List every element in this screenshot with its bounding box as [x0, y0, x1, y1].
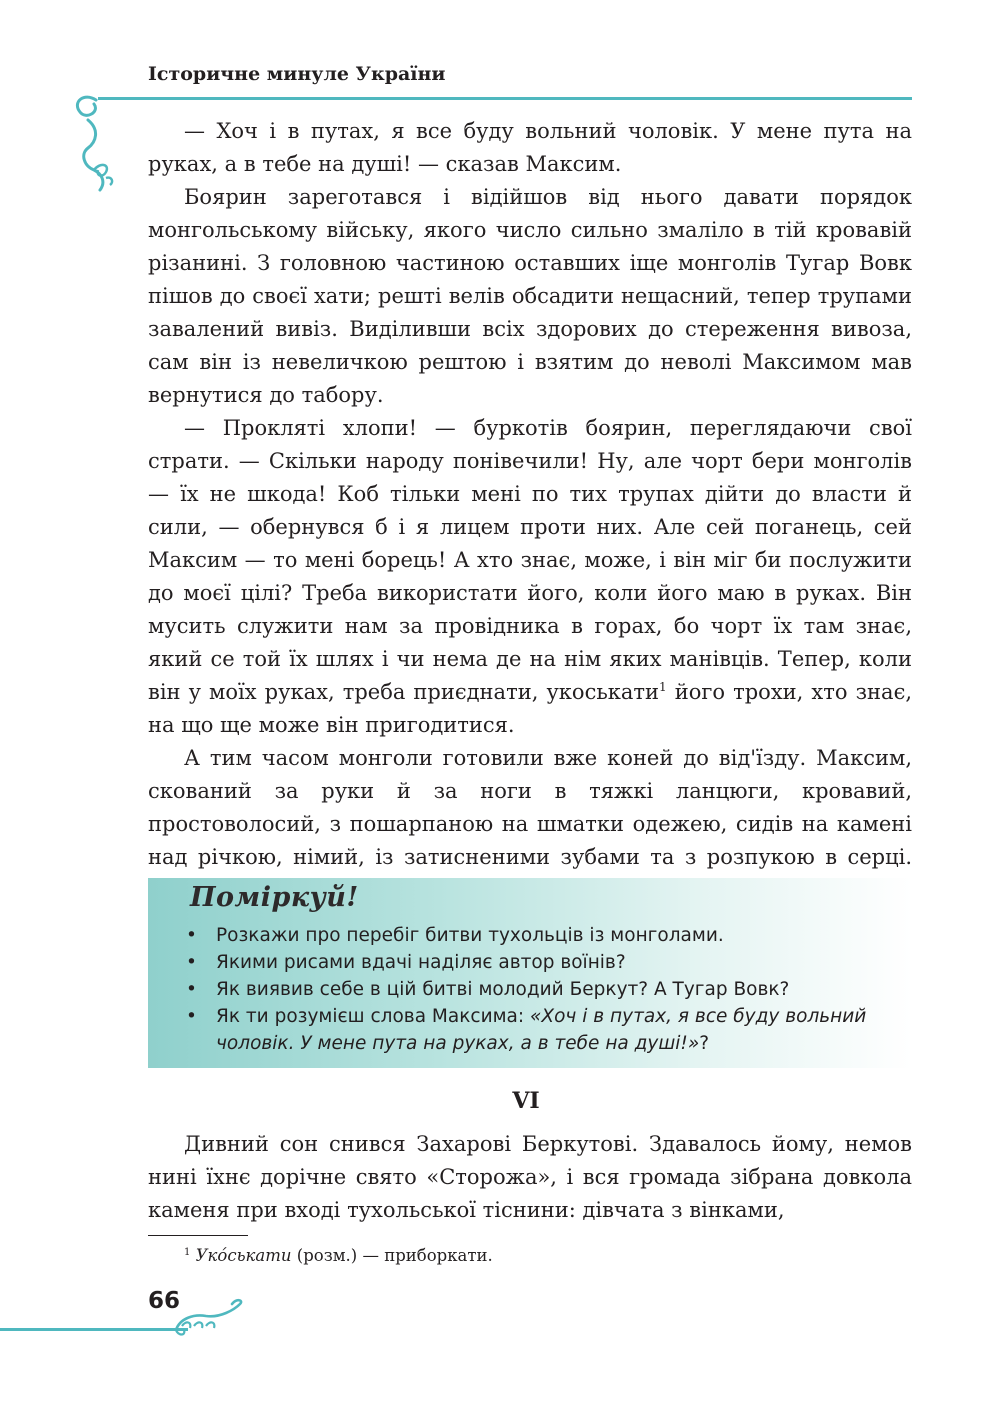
- footnote-term: Укóськати: [195, 1246, 292, 1265]
- section-number: VI: [512, 1088, 540, 1114]
- question-list: [186, 922, 906, 1057]
- swirl-ornament-icon: [66, 90, 122, 195]
- footnote-marker: 1: [184, 1247, 191, 1258]
- question-text: Як виявив себе в цій битві молодий Беркут? А Тугар Вовк?: [216, 979, 790, 1000]
- list-item: [186, 922, 906, 949]
- question-text: ?: [699, 1033, 710, 1054]
- quote-text: «Хоч і в путах, я все буду вольний чоловік. У мене пута на руках, а в тебе на душі!»: [216, 1006, 867, 1054]
- bottom-rule: [0, 1328, 188, 1331]
- think-box: [148, 878, 912, 1068]
- page-number: 66: [148, 1288, 181, 1314]
- list-item: [186, 976, 906, 1003]
- paragraph: Дивний сон снився Захарові Беркутові. Здавалось йому, немов нині їхнє дорічне свято «Сторожа», і вся громада зібрана довкола каменя при вході тухольської тіснини: дівчата з вінками,: [148, 1132, 912, 1222]
- paragraph: — Хоч і в путах, я все буду вольний чоловік. У мене пута на руках, а в тебе на душі! — сказав Максим.: [148, 119, 912, 176]
- footnote-rule: [148, 1235, 248, 1236]
- bullet-icon: •: [186, 979, 197, 1000]
- footnote-ref: 1: [659, 680, 667, 694]
- footnote: [184, 1246, 493, 1265]
- question-text: Як ти розумієш слова Максима:: [216, 1006, 531, 1027]
- paragraph: [148, 412, 912, 742]
- main-text: [148, 115, 912, 907]
- bullet-icon: •: [186, 925, 197, 946]
- question-text: Якими рисами вдачі наділяє автор воїнів?: [216, 952, 626, 973]
- header-rule: [98, 97, 912, 100]
- paragraph-text: його трохи, хто знає, на що ще може він пригодитися.: [148, 680, 913, 737]
- think-box-title: Поміркуй!: [190, 882, 359, 913]
- running-header: Історичне минуле України: [148, 63, 446, 85]
- bullet-icon: •: [186, 1006, 197, 1027]
- list-item: [186, 949, 906, 976]
- paragraph: Боярин зареготався і відійшов від нього давати порядок монгольському війську, якого число сильно змаліло в тій кровавій різанині. З головною частиною оставших іще монголів Тугар Вовк пішов до своєї хати; решті велів обсадити нещасний, тепер трупами завалений вивіз. Виділивши всіх здорових до стереження вивоза, сам він із невеличкою рештою і взятим до неволі Максимом мав вернутися до табору.: [148, 185, 912, 407]
- paragraph: А тим часом монголи готовили вже коней до від'їзду. Максим, скований за руки й за ноги в тяжкі ланцюги, кровавий, простоволосий, з пошарпаною на шматки одежею, сидів на камені над річкою, німий, із затисненими зубами та з розпукою в серці.: [148, 746, 912, 869]
- list-item: [186, 1003, 906, 1057]
- section-text: [148, 1128, 912, 1227]
- paragraph-text: — Прокляті хлопи! — буркотів боярин, переглядаючи свої страти. — Скільки народу понівечили! Ну, але чорт бери монголів — їх не шкода! Коб тільки мені по тих трупах дійти до власти й сили, — обернувся б і я лицем проти них. Але сей поганець, сей Максим — то мені борець! А хто знає, може, і він міг би послужити до моєї цілі? Треба використати його, коли його маю в руках. Він мусить служити нам за провідника в горах, бо чорт їх там знає, який се той їх шлях і чи нема де на нім яких манівців. Тепер, коли він у моїх руках, треба приєднати, укоськати: [148, 416, 912, 704]
- bullet-icon: •: [186, 952, 197, 973]
- footnote-text: (розм.) — приборкати.: [291, 1246, 493, 1265]
- swirl-ornament-icon: [172, 1296, 246, 1340]
- question-text: Розкажи про перебіг битви тухольців із монголами.: [216, 925, 724, 946]
